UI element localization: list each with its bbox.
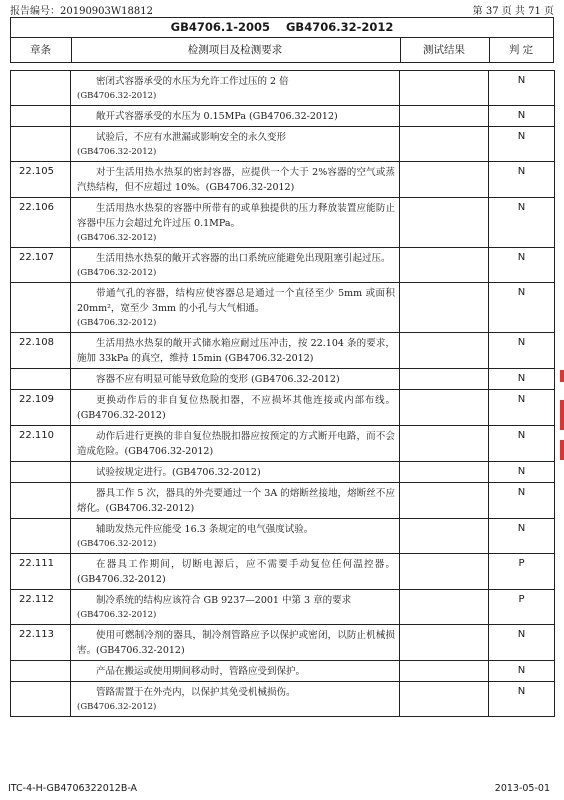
result-cell [400, 682, 489, 717]
clause-number: 22.106 [11, 198, 71, 248]
requirement-text: 容器不应有明显可能导致危险的变形 (GB4706.32-2012) [96, 374, 340, 385]
column-clause: 章条 [30, 44, 51, 56]
result-cell [400, 462, 489, 483]
requirement-cell [71, 661, 400, 682]
edge-mark [560, 370, 564, 382]
requirement-text: 密闭式容器承受的水压为允许工作过压的 2 倍 [96, 76, 289, 87]
table-row [11, 71, 555, 106]
report-header [10, 2, 554, 16]
requirement-cell [71, 248, 400, 283]
verdict-cell: N [489, 198, 555, 248]
table-row [11, 248, 555, 283]
verdict-cell: N [489, 682, 555, 717]
verdict-cell: N [489, 333, 555, 369]
result-cell [400, 483, 489, 519]
requirement-cell [71, 590, 400, 625]
table-row [11, 483, 555, 519]
column-result: 测试结果 [423, 44, 465, 56]
page-indicator: 第 37 页 共 71 页 [472, 6, 554, 17]
result-cell [400, 369, 489, 390]
requirement-text: 制冷系统的结构应该符合 GB 9237—2001 中第 3 章的要求 [96, 595, 352, 606]
result-cell [400, 198, 489, 248]
requirement-text: 生活用热水热泵的敞开式储水箱应耐过压冲击，按 22.104 条的要求，施加 33kPa 的真空，维持 15min (GB4706.32-2012) [77, 338, 395, 364]
table-row [11, 625, 555, 661]
clause-number: 22.105 [11, 162, 71, 198]
standard-reference: (GB4706.32-2012) [77, 318, 157, 328]
requirement-text: 试验后，不应有水泄漏或影响安全的永久变形 [96, 132, 287, 143]
requirement-cell [71, 483, 400, 519]
edge-mark [560, 440, 564, 460]
verdict-cell: N [489, 162, 555, 198]
requirement-text: 生活用热水热泵的敞开式容器的出口系统应能避免出现阻塞引起过压。 [96, 253, 391, 264]
verdict-cell: N [489, 483, 555, 519]
requirement-text: 管路需置于在外壳内，以保护其免受机械损伤。 [96, 687, 296, 698]
standards-title: GB4706.1-2005 GB4706.32-2012 [11, 18, 553, 38]
document-code: ITC-4-H-GB4706322012B-A [8, 783, 138, 794]
table-row [11, 369, 555, 390]
clause-number [11, 369, 71, 390]
requirement-cell [71, 127, 400, 162]
table-row [11, 590, 555, 625]
result-cell [400, 106, 489, 127]
clause-number [11, 71, 71, 106]
verdict-cell: N [489, 106, 555, 127]
requirement-text: 产品在搬运或使用期间移动时，管路应受到保护。 [96, 666, 306, 677]
table-row [11, 390, 555, 426]
column-requirement: 检测项目及检测要求 [187, 44, 283, 56]
requirement-cell [71, 554, 400, 590]
clause-number: 22.113 [11, 625, 71, 661]
standard-reference: (GB4706.32-2012) [77, 610, 157, 620]
verdict-cell: N [489, 127, 555, 162]
requirement-cell [71, 333, 400, 369]
clause-number [11, 106, 71, 127]
result-cell [400, 283, 489, 333]
result-cell [400, 519, 489, 554]
table-row [11, 519, 555, 554]
clause-number [11, 462, 71, 483]
standard-reference: (GB4706.32-2012) [77, 702, 157, 712]
requirement-text: 敞开式容器承受的水压为 0.15MPa (GB4706.32-2012) [96, 111, 338, 122]
clause-number [11, 519, 71, 554]
verdict-cell: N [489, 248, 555, 283]
clause-number [11, 661, 71, 682]
requirement-text: 辅助发热元件应能受 16.3 条规定的电气强度试验。 [96, 524, 314, 535]
requirement-text: 器具工作 5 次，器具的外壳要通过一个 3A 的熔断丝接地，熔断丝不应熔化。(GB4706.32-2012) [77, 488, 395, 514]
result-cell [400, 162, 489, 198]
divider [71, 38, 72, 62]
result-cell [400, 248, 489, 283]
requirement-cell [71, 462, 400, 483]
requirement-cell [71, 625, 400, 661]
requirement-text: 对于生活用热水热泵的密封容器，应提供一个大于 2%容器的空气或蒸汽热结构，但不应超过 10%。(GB4706.32-2012) [77, 167, 395, 193]
issue-date: 2013-05-01 [494, 783, 550, 794]
result-cell [400, 71, 489, 106]
clause-number: 22.112 [11, 590, 71, 625]
standard-reference: (GB4706.32-2012) [77, 233, 157, 243]
table-row [11, 162, 555, 198]
standard-reference: (GB4706.32-2012) [77, 147, 157, 157]
clause-number: 22.107 [11, 248, 71, 283]
clause-number [11, 127, 71, 162]
verdict-cell: N [489, 71, 555, 106]
standard-reference: (GB4706.32-2012) [77, 91, 157, 101]
standard-reference: (GB4706.32-2012) [77, 268, 157, 278]
table-row [11, 198, 555, 248]
clause-number [11, 283, 71, 333]
result-cell [400, 625, 489, 661]
edge-mark [560, 400, 564, 430]
clause-number: 22.111 [11, 554, 71, 590]
column-verdict: 判 定 [508, 44, 534, 56]
divider [400, 38, 401, 62]
requirement-cell [71, 162, 400, 198]
result-cell [400, 127, 489, 162]
requirement-cell [71, 682, 400, 717]
result-cell [400, 426, 489, 462]
requirement-cell [71, 283, 400, 333]
requirement-cell [71, 519, 400, 554]
requirement-text: 更换动作后的非自复位热脱扣器，不应损坏其他连接或内部布线。(GB4706.32-2012) [77, 395, 395, 421]
requirement-cell [71, 369, 400, 390]
standard-reference: (GB4706.32-2012) [77, 539, 157, 549]
table-row [11, 283, 555, 333]
requirement-text: 使用可燃制冷剂的器具，制冷剂管路应予以保护或密闭，以防止机械损害。(GB4706.32-2012) [77, 630, 395, 656]
inspection-table [10, 70, 555, 717]
table-row [11, 682, 555, 717]
table-header [10, 17, 554, 63]
verdict-cell: N [489, 426, 555, 462]
result-cell [400, 333, 489, 369]
requirement-text: 带通气孔的容器，结构应使容器总是通过一个直径至少 5mm 或面积 20mm²，宽至少 3mm 的小孔与大气相通。 [77, 288, 395, 314]
verdict-cell: N [489, 369, 555, 390]
clause-number: 22.109 [11, 390, 71, 426]
divider [489, 38, 490, 62]
verdict-cell: N [489, 625, 555, 661]
clause-number: 22.110 [11, 426, 71, 462]
requirement-text: 动作后进行更换的非自复位热脱扣器应按预定的方式断开电路，而不会造成危险。(GB4706.32-2012) [77, 431, 395, 457]
requirement-text: 生活用热水热泵的容器中所带有的或单独提供的压力释放装置应能防止容器中压力会超过允许过压 0.1MPa。 [77, 203, 395, 229]
verdict-cell: N [489, 283, 555, 333]
result-cell [400, 554, 489, 590]
table-row [11, 127, 555, 162]
result-cell [400, 661, 489, 682]
verdict-cell: N [489, 661, 555, 682]
verdict-cell: P [489, 590, 555, 625]
table-row [11, 554, 555, 590]
requirement-cell [71, 390, 400, 426]
clause-number [11, 483, 71, 519]
verdict-cell: N [489, 462, 555, 483]
requirement-cell [71, 426, 400, 462]
verdict-cell: P [489, 554, 555, 590]
verdict-cell: N [489, 390, 555, 426]
clause-number [11, 682, 71, 717]
result-cell [400, 390, 489, 426]
table-row [11, 661, 555, 682]
result-cell [400, 590, 489, 625]
table-row [11, 106, 555, 127]
verdict-cell: N [489, 519, 555, 554]
requirement-text: 在器具工作期间，切断电源后，应不需要手动复位任何温控器。(GB4706.32-2012) [77, 559, 395, 585]
requirement-cell [71, 106, 400, 127]
requirement-cell [71, 71, 400, 106]
table-row [11, 462, 555, 483]
clause-number: 22.108 [11, 333, 71, 369]
table-body [11, 71, 555, 717]
table-row [11, 426, 555, 462]
report-number: 报告编号：20190903W18812 [10, 6, 153, 17]
table-row [11, 333, 555, 369]
requirement-text: 试验按规定进行。(GB4706.32-2012) [96, 467, 261, 478]
requirement-cell [71, 198, 400, 248]
